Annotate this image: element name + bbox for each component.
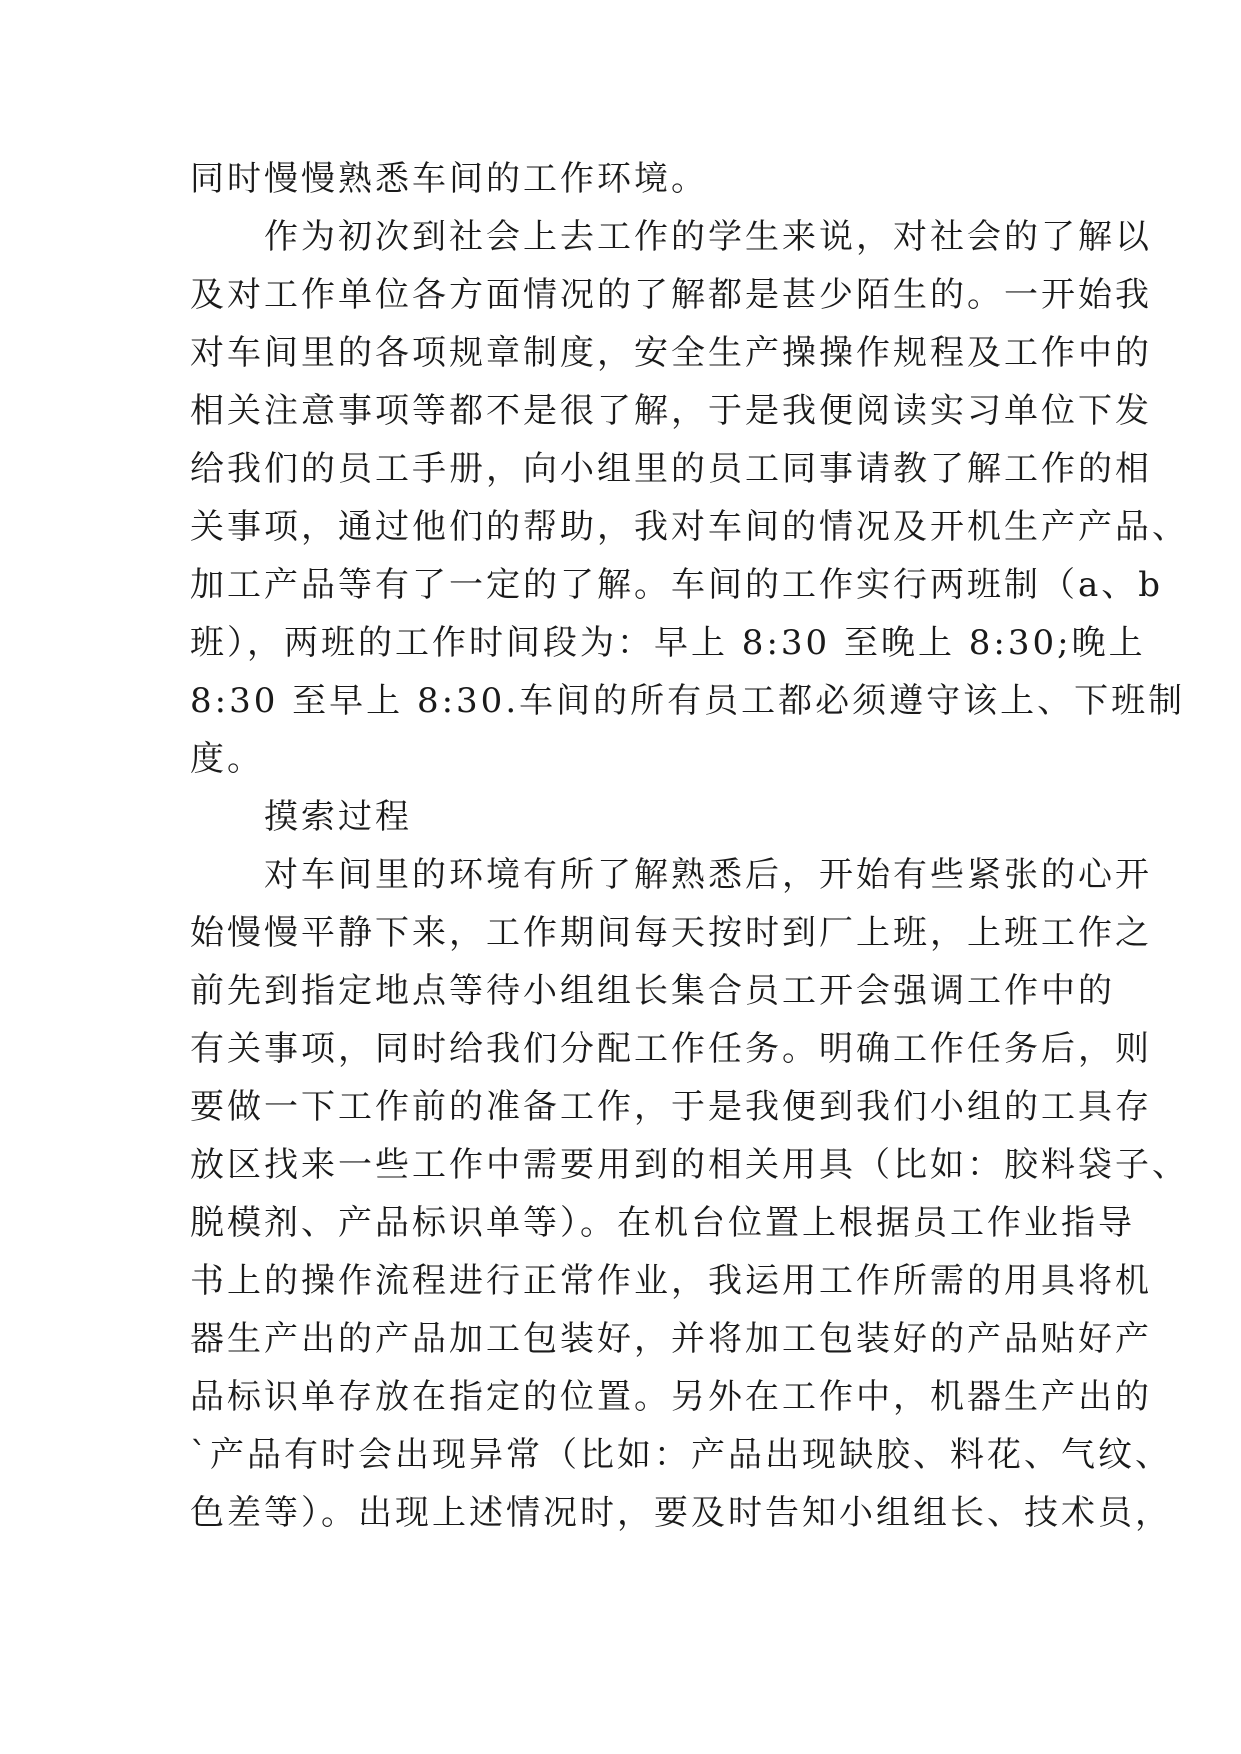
text-line: 度。 — [190, 739, 264, 779]
text-line: 要做一下工作前的准备工作，于是我便到我们小组的工具存 — [190, 1087, 1152, 1127]
text-line: 始慢慢平静下来，工作期间每天按时到厂上班，上班工作之 — [190, 913, 1152, 953]
body-text — [190, 150, 1189, 1542]
text-line: 品标识单存放在指定的位置。另外在工作中，机器生产出的 — [190, 1377, 1152, 1417]
text-line: 给我们的员工手册，向小组里的员工同事请教了解工作的相 — [190, 449, 1152, 489]
text-line: 8:30 至早上 8:30.车间的所有员工都必须遵守该上、下班制 — [190, 681, 1186, 721]
text-line: 对车间里的各项规章制度，安全生产操操作规程及工作中的 — [190, 333, 1152, 373]
text-line: 前先到指定地点等待小组组长集合员工开会强调工作中的 — [190, 971, 1115, 1011]
text-line: 色差等）。出现上述情况时，要及时告知小组组长、技术员， — [190, 1493, 1172, 1533]
text-line: 相关注意事项等都不是很了解，于是我便阅读实习单位下发 — [190, 391, 1152, 431]
text-line: 班），两班的工作时间段为：早上 8:30 至晚上 8:30;晚上 — [190, 623, 1146, 663]
text-line: 关事项，通过他们的帮助，我对车间的情况及开机生产产品、 — [190, 507, 1189, 547]
section-heading: 摸索过程 — [190, 797, 412, 837]
text-line: 及对工作单位各方面情况的了解都是甚少陌生的。一开始我 — [190, 275, 1152, 315]
text-line: 作为初次到社会上去工作的学生来说，对社会的了解以 — [190, 217, 1152, 257]
text-line: 器生产出的产品加工包装好，并将加工包装好的产品贴好产 — [190, 1319, 1152, 1359]
text-line: 加工产品等有了一定的了解。车间的工作实行两班制（a、b — [190, 565, 1164, 605]
text-line: 有关事项，同时给我们分配工作任务。明确工作任务后，则 — [190, 1029, 1152, 1069]
text-line: 放区找来一些工作中需要用到的相关用具（比如：胶料袋子、 — [190, 1145, 1189, 1185]
text-line: 同时慢慢熟悉车间的工作环境。 — [190, 159, 708, 199]
text-line: 对车间里的环境有所了解熟悉后，开始有些紧张的心开 — [190, 855, 1152, 895]
text-line: 书上的操作流程进行正常作业，我运用工作所需的用具将机 — [190, 1261, 1152, 1301]
text-line: 脱模剂、产品标识单等）。在机台位置上根据员工作业指导 — [190, 1203, 1135, 1243]
text-line: `产品有时会出现异常（比如：产品出现缺胶、料花、气纹、 — [190, 1435, 1172, 1475]
